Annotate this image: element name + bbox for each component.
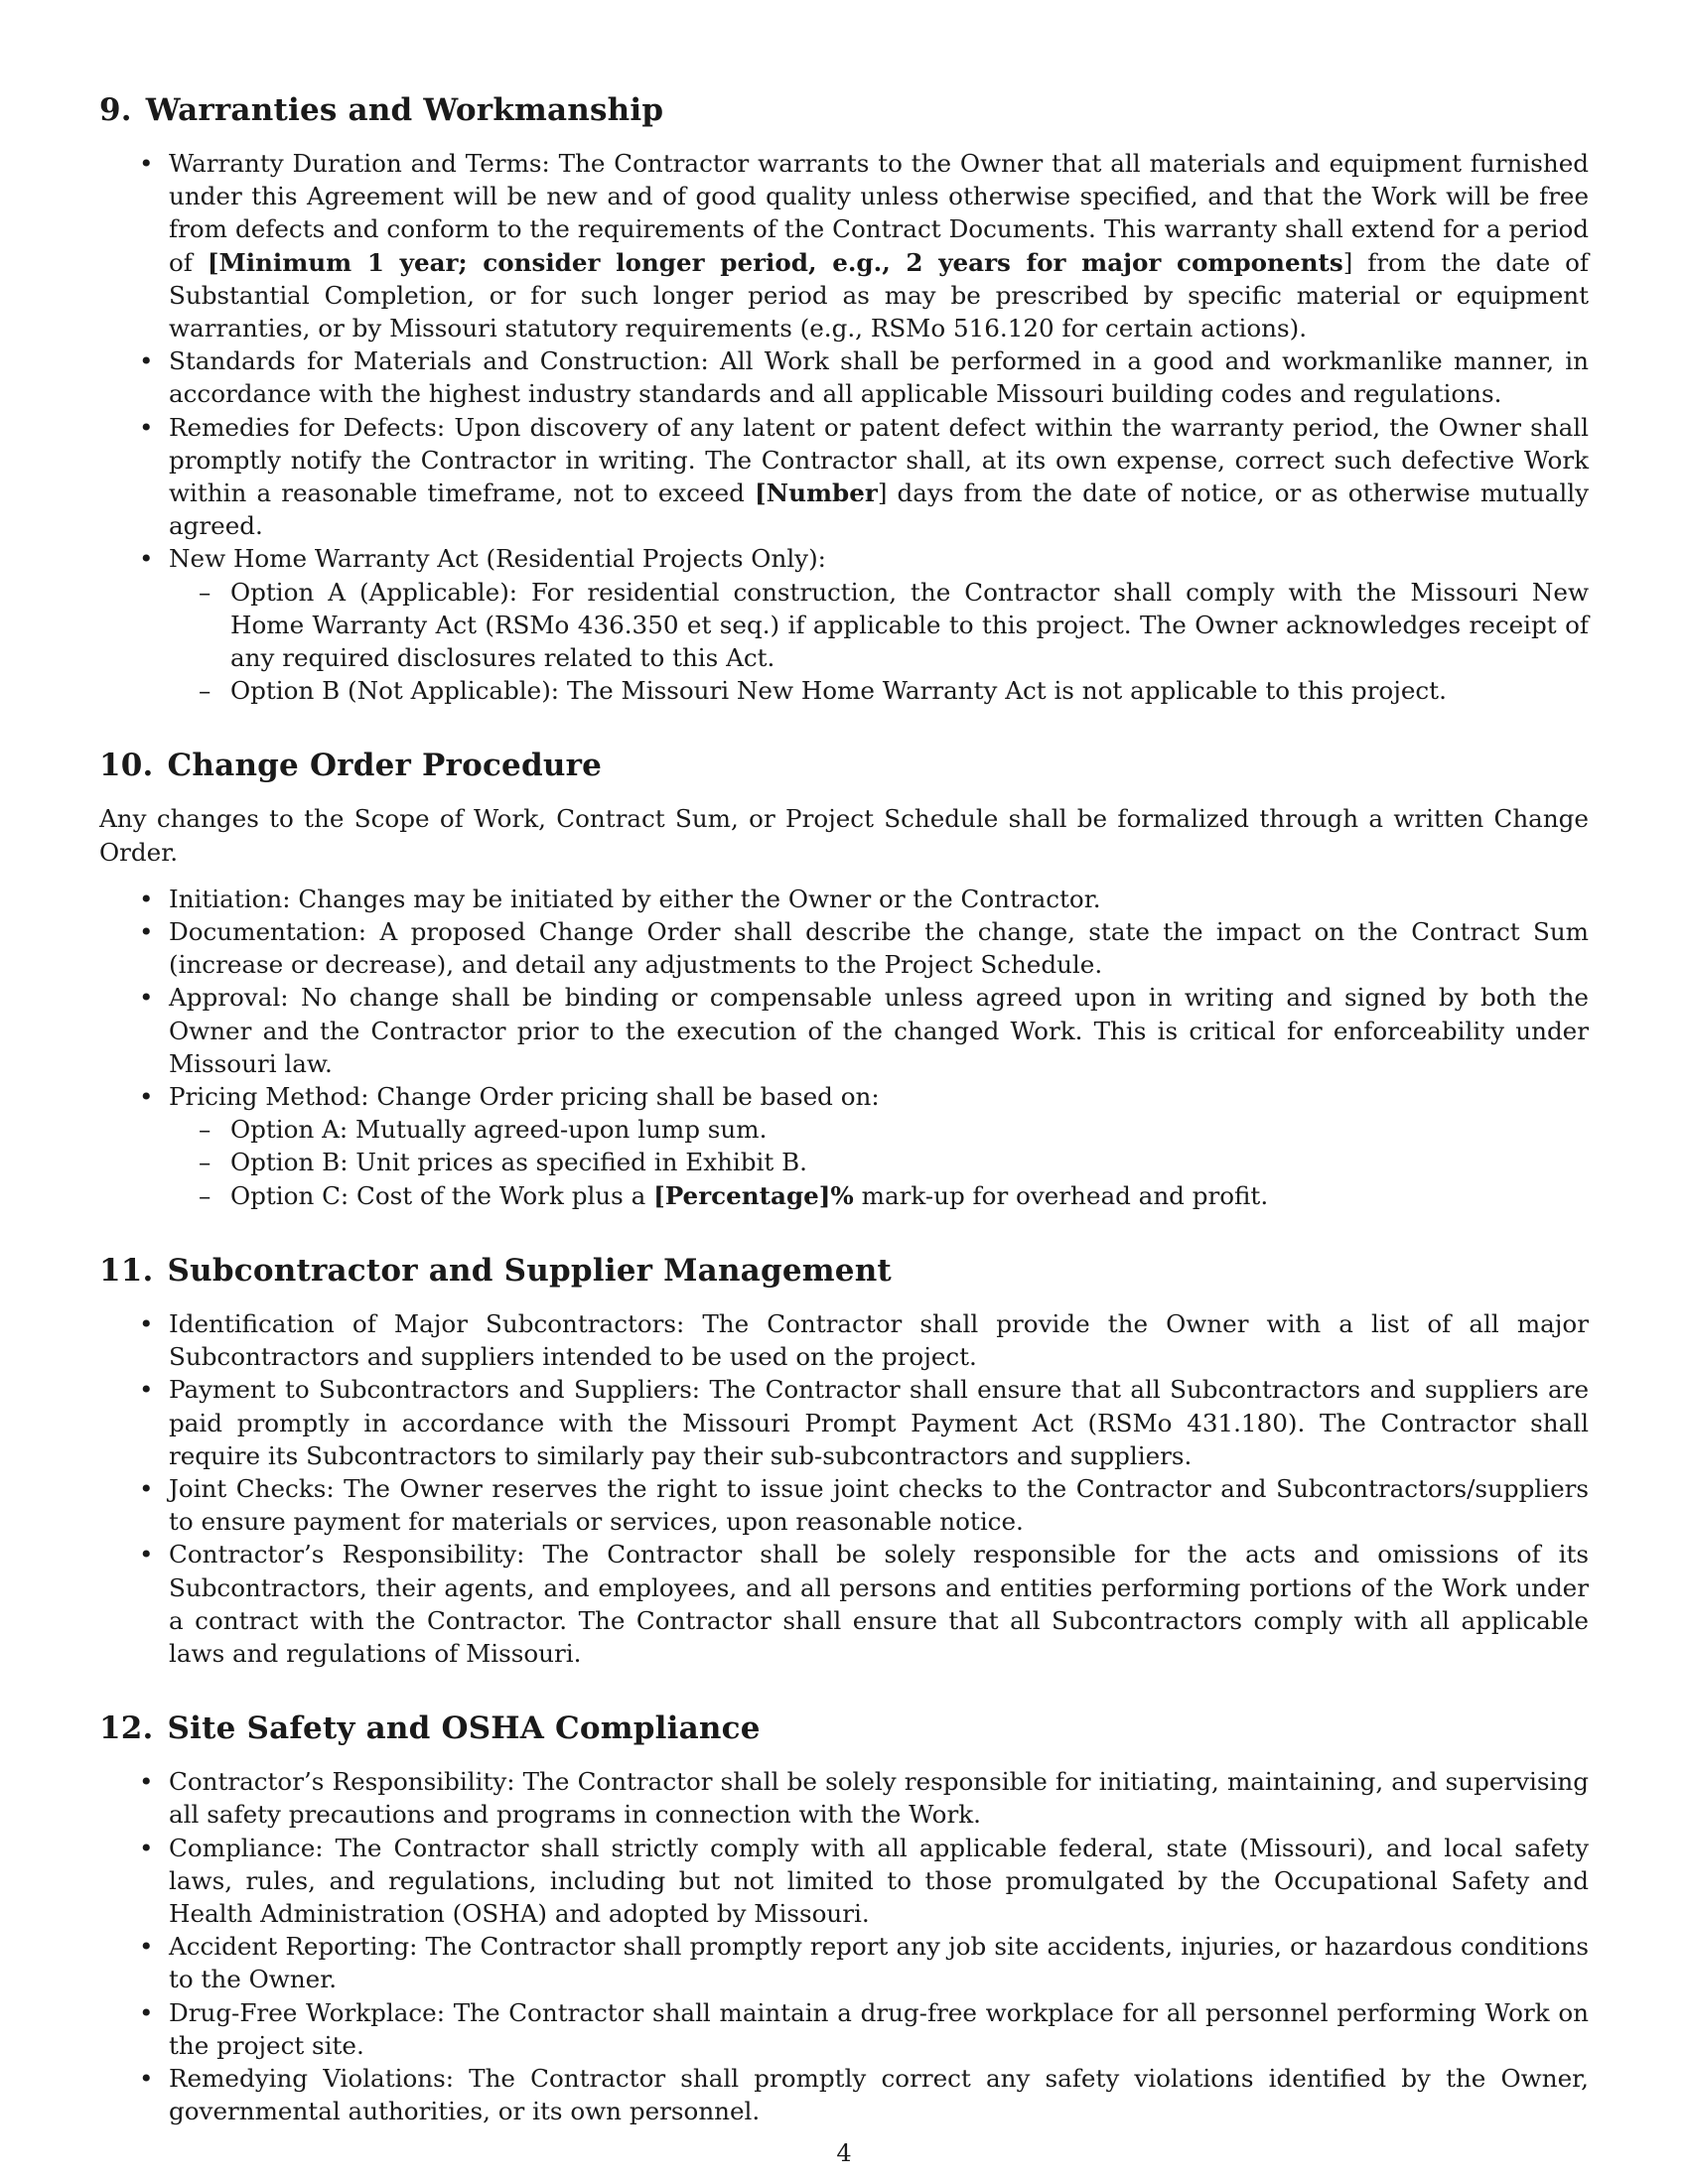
section-heading (99, 91, 1589, 129)
item-text: ] days from the date of notice, or as otherwise mutually agreed. (169, 478, 1590, 541)
list-item (99, 1538, 1589, 1670)
section-12 (99, 1709, 1589, 2127)
list-item (99, 542, 1589, 707)
item-text: Drug-Free Workplace: The Contractor shall maintain a drug-free workplace for all personnel performing Work on the project site. (169, 1997, 1589, 2060)
section-title: Warranties and Workmanship (145, 92, 664, 128)
list-item (99, 2062, 1589, 2127)
list-item (99, 1080, 1589, 1212)
list-item (99, 1373, 1589, 1472)
bullet-list (99, 1765, 1589, 2127)
item-text: Remedies for Defects: Upon discovery of any latent or patent defect within the warranty period, the Owner shall promptly notify the Contractor in writing. The Contractor shall, at its own expense, correct such defective Work within a reasonable timeframe, not to exceed (169, 412, 1589, 508)
section-9 (99, 91, 1589, 707)
section-10 (99, 747, 1589, 1211)
item-text: Pricing Method: Change Order pricing shall be based on: (169, 1082, 880, 1112)
item-text: Warranty Duration and Terms: The Contractor warrants to the Owner that all materials and equipment furnished under this Agreement will be new and of good quality unless otherwise specified, and that the Work will be free from defects and conform to the requirements of the Contract Documents. This warranty shall extend for a period of (169, 149, 1589, 277)
section-heading (99, 1709, 1589, 1747)
list-item (99, 411, 1589, 543)
bullet-list (99, 883, 1589, 1212)
sub-list-item (169, 576, 1589, 675)
item-text: Option A: Mutually agreed-upon lump sum. (230, 1115, 768, 1145)
list-item (99, 915, 1589, 981)
placeholder-text: [Percentage]% (653, 1180, 854, 1210)
item-text: Compliance: The Contractor shall strictly comply with all applicable federal, state (Missouri), and local safety laws, rules, and regulations, including but not limited to those promulgated by the Occupational Safety and Health Administration (OSHA) and adopted by Missouri. (169, 1833, 1589, 1928)
section-title: Change Order Procedure (167, 748, 603, 784)
section-title: Site Safety and OSHA Compliance (167, 1710, 761, 1747)
item-text: Accident Reporting: The Contractor shall promptly report any job site accidents, injuries, or hazardous conditions to the Owner. (169, 1932, 1589, 1994)
sub-list-item (169, 1113, 1589, 1146)
section-number: 11. (99, 1252, 154, 1289)
sub-list (169, 1113, 1589, 1212)
section-number: 12. (99, 1710, 154, 1747)
section-heading (99, 1252, 1589, 1290)
item-text: Documentation: A proposed Change Order shall describe the change, state the impact on the Contract Sum (increase or decrease), and detail any adjustments to the Project Schedule. (169, 917, 1589, 980)
section-heading (99, 747, 1589, 784)
item-text: Initiation: Changes may be initiated by either the Owner or the Contractor. (169, 884, 1101, 913)
item-text: ] from the date of Substantial Completion, or for such longer period as may be prescribed by specific material or equipment warranties, or by Missouri statutory requirements (e.g., RSMo 516.120 for certain actions). (169, 247, 1590, 343)
list-item (99, 344, 1589, 410)
item-text: Option C: Cost of the Work plus a (230, 1180, 654, 1210)
page-number: 4 (836, 2139, 852, 2167)
document-page (99, 91, 1589, 2167)
item-text: Contractor’s Responsibility: The Contractor shall be solely responsible for initiating, maintaining, and supervising all safety precautions and programs in connection with the Work. (169, 1767, 1589, 1830)
item-text: Approval: No change shall be binding or compensable unless agreed upon in writing and signed by both the Owner and the Contractor prior to the execution of the changed Work. This is critical for enforceability under Missouri law. (169, 983, 1589, 1078)
bullet-list (99, 147, 1589, 707)
item-text: Option A (Applicable): For residential construction, the Contractor shall comply with the Missouri New Home Warranty Act (RSMo 436.350 et seq.) if applicable to this project. The Owner acknowledges receipt of any required disclosures related to this Act. (230, 577, 1589, 673)
placeholder-text: [Minimum 1 year; consider longer period, e.g., 2 years for major components (207, 247, 1343, 277)
sub-list (169, 576, 1589, 708)
section-number: 9. (99, 92, 132, 128)
list-item (99, 1996, 1589, 2062)
item-text: Option B (Not Applicable): The Missouri New Home Warranty Act is not applicable to this project. (230, 676, 1447, 706)
section-number: 10. (99, 748, 154, 784)
sub-list-item (169, 674, 1589, 707)
list-item (99, 1307, 1589, 1373)
list-item (99, 883, 1589, 915)
section-title: Subcontractor and Supplier Management (167, 1252, 892, 1289)
bullet-list (99, 1307, 1589, 1670)
item-text: New Home Warranty Act (Residential Projects Only): (169, 544, 826, 574)
section-intro: Any changes to the Scope of Work, Contract Sum, or Project Schedule shall be formalized through a written Change Order. (99, 804, 1589, 867)
list-item (99, 147, 1589, 344)
section-11 (99, 1252, 1589, 1670)
item-text: Option B: Unit prices as specified in Exhibit B. (230, 1148, 807, 1177)
item-text: Joint Checks: The Owner reserves the right to issue joint checks to the Contractor and Subcontractors/suppliers to ensure payment for materials or services, upon reasonable notice. (169, 1473, 1589, 1537)
item-text: Payment to Subcontractors and Suppliers: The Contractor shall ensure that all Subcontractors and suppliers are paid promptly in accordance with the Missouri Prompt Payment Act (RSMo 431.180). The Contractor shall require its Subcontractors to similarly pay their sub-subcontractors and suppliers. (169, 1375, 1589, 1470)
list-item (99, 1765, 1589, 1831)
list-item (99, 981, 1589, 1080)
placeholder-text: [Number (755, 478, 878, 508)
sub-list-item (169, 1179, 1589, 1212)
item-text: Remedying Violations: The Contractor shall promptly correct any safety violations identified by the Owner, governmental authorities, or its own personnel. (169, 2063, 1589, 2126)
list-item (99, 1930, 1589, 1995)
item-text: Standards for Materials and Construction: All Work shall be performed in a good and workmanlike manner, in accordance with the highest industry standards and all applicable Missouri building codes and regulations. (169, 346, 1589, 409)
item-text: Identification of Major Subcontractors: The Contractor shall provide the Owner with a list of all major Subcontractors and suppliers intended to be used on the project. (169, 1308, 1589, 1372)
list-item (99, 1832, 1589, 1931)
item-text: mark-up for overhead and profit. (853, 1180, 1269, 1210)
sub-list-item (169, 1146, 1589, 1178)
item-text: Contractor’s Responsibility: The Contractor shall be solely responsible for the acts and omissions of its Subcontractors, their agents, and employees, and all persons and entities performing portions of the Work under a contract with the Contractor. The Contractor shall ensure that all Subcontractors comply with all applicable laws and regulations of Missouri. (169, 1540, 1589, 1668)
list-item (99, 1472, 1589, 1538)
